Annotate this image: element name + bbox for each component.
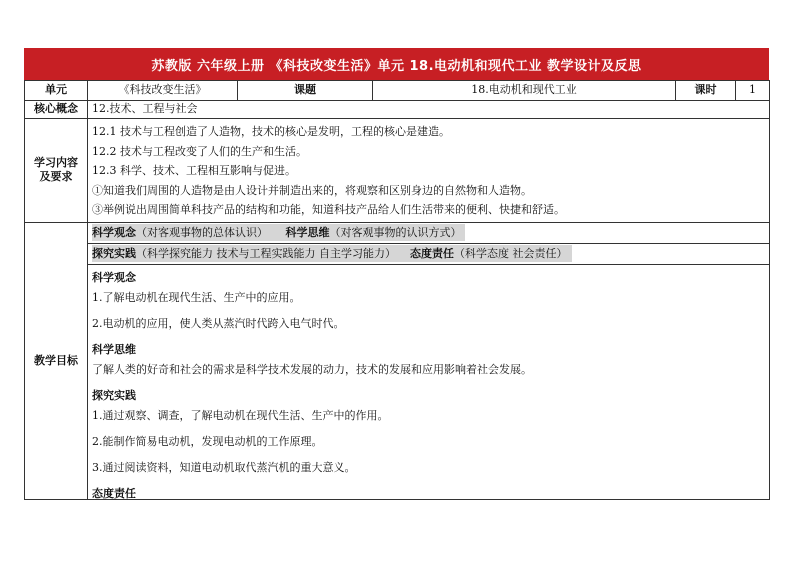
literacy-keyword: 科学思维 <box>285 225 330 239</box>
literacy-line-2 <box>88 244 769 265</box>
goals-label: 教学目标 <box>25 222 88 499</box>
core-label: 核心概念 <box>25 101 88 119</box>
requirements-label-line2: 及要求 <box>39 170 73 184</box>
literacy-keyword: 科学观念 <box>92 225 136 239</box>
requirements-label-line1: 学习内容 <box>34 156 78 170</box>
goal-heading: 科学观念 <box>92 270 136 284</box>
literacy-keyword: 探究实践 <box>92 246 136 260</box>
goal-heading: 科学思维 <box>92 342 136 356</box>
requirement-line: 12.2 技术与工程改变了人们的生产和生活。 <box>92 144 307 158</box>
requirement-line: 12.1 技术与工程创造了人造物，技术的核心是发明，工程的核心是建造。 <box>92 125 450 138</box>
lesson-label: 课题 <box>238 81 373 101</box>
literacy-desc: （科学态度 社会责任） <box>454 246 568 260</box>
core-row <box>25 101 770 119</box>
unit-value: 《科技改变生活》 <box>88 81 238 101</box>
goals-cell <box>88 222 770 499</box>
requirements-row <box>25 119 770 223</box>
goal-item: 2.能制作简易电动机，发现电动机的工作原理。 <box>92 434 323 448</box>
literacy-desc: （科学探究能力 技术与工程实践能力 自主学习能力） <box>136 246 396 260</box>
goal-item: 3.通过阅读资料，知道电动机取代蒸汽机的重大意义。 <box>92 460 356 474</box>
literacy-line-1 <box>88 223 769 244</box>
requirements-content <box>88 119 770 223</box>
requirement-line: ③举例说出周围简单科技产品的结构和功能，知道科技产品给人们生活带来的便利、快捷和舒适。 <box>92 203 565 217</box>
requirements-label <box>25 119 88 223</box>
period-value: 1 <box>736 81 770 101</box>
goals-row <box>25 222 770 499</box>
lesson-value: 18.电动机和现代工业 <box>373 81 676 101</box>
literacy-highlight-2 <box>92 245 572 262</box>
literacy-keyword: 态度责任 <box>410 246 454 260</box>
requirement-line: ①知道我们周围的人造物是由人设计并制造出来的，将观察和区别身边的自然物和人造物。 <box>92 183 532 197</box>
goal-heading: 探究实践 <box>92 388 136 402</box>
goal-heading: 态度责任 <box>92 486 136 500</box>
requirement-line: 12.3 科学、技术、工程相互影响与促进。 <box>92 164 296 178</box>
goal-item: 2.电动机的应用，使人类从蒸汽时代跨入电气时代。 <box>92 316 345 330</box>
unit-label: 单元 <box>25 81 88 101</box>
goals-content <box>88 265 769 499</box>
lesson-plan-sheet <box>24 48 769 500</box>
header-row <box>25 81 770 101</box>
literacy-highlight-1 <box>92 224 465 241</box>
core-value: 12.技术、工程与社会 <box>88 101 770 119</box>
goal-item: 1.通过观察、调查，了解电动机在现代生活、生产中的作用。 <box>92 408 389 422</box>
period-label: 课时 <box>676 81 736 101</box>
literacy-desc: （对客观事物的总体认识） <box>136 225 268 239</box>
banner-title: 苏教版 六年级上册 《科技改变生活》单元 18.电动机和现代工业 教学设计及反思 <box>24 48 769 80</box>
lesson-plan-table <box>24 80 770 500</box>
goal-item: 1.了解电动机在现代生活、生产中的应用。 <box>92 290 301 304</box>
literacy-desc: （对客观事物的认识方式） <box>329 225 462 239</box>
goal-item: 了解人类的好奇和社会的需求是科学技术发展的动力，技术的发展和应用影响着社会发展。 <box>92 362 532 376</box>
